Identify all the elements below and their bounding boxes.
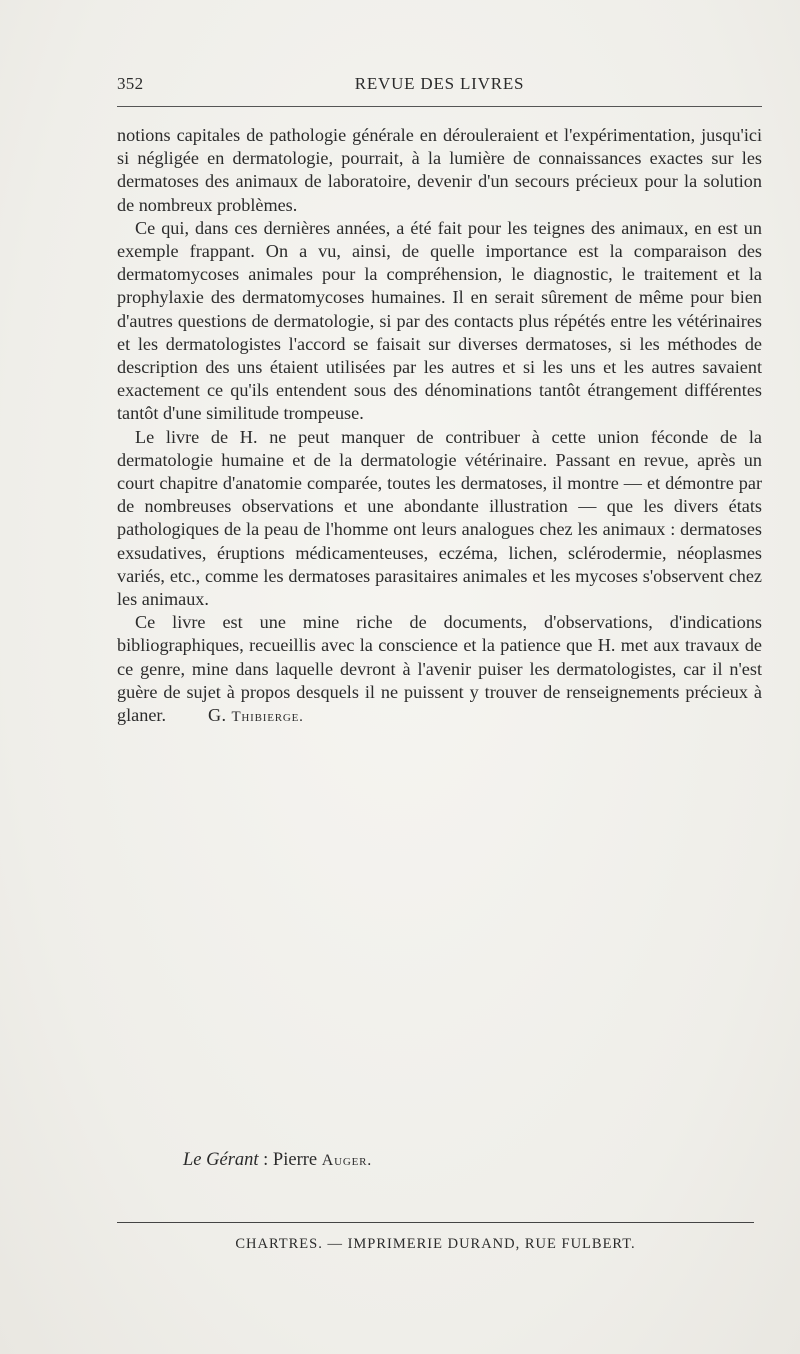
page-number: 352 (117, 74, 144, 93)
gerant-label: Le Gérant (183, 1150, 259, 1170)
paragraph-4-text: Ce livre est une mine riche de documents, d'observations, d'indications bibliographiques, recueillis avec la conscience et la patience que H. met aux travaux de ce genre, mine dans laquelle devront à l'avenir puiser les dermatologistes, car il n'est guère de sujet à propos desquels il ne puissent y trouver de renseignements précieux à glaner. (117, 612, 762, 726)
gerant-separator: : Pierre (258, 1150, 322, 1170)
signature-name: Thibierge. (231, 709, 304, 726)
running-title: REVUE DES LIVRES (354, 74, 525, 93)
review-body (117, 124, 762, 729)
printer-imprint: CHARTRES. — IMPRIMERIE DURAND, RUE FULBERT. (235, 1236, 636, 1252)
paragraph-4 (117, 611, 762, 729)
gerant-name: Auger. (321, 1152, 373, 1169)
paragraph-3: Le livre de H. ne peut manquer de contribuer à cette union féconde de la dermatologie humaine et de la dermatologie vétérinaire. Passant en revue, après un court chapitre d'anatomie comparée, toutes les dermatoses, il montre — et démontre par de nombreuses observations et une abondante illustration — que les divers états pathologiques de la peau de l'homme ont leurs analogues chez les animaux : dermatoses exsudatives, éruptions médicamenteuses, eczéma, lichen, sclérodermie, néoplasmes variés, etc., comme les dermatoses parasitaires animales et les mycoses s'observent chez les animaux. (117, 426, 762, 610)
signature-initial: G. (208, 705, 227, 726)
footer-rule (117, 1222, 754, 1223)
paragraph-2: Ce qui, dans ces dernières années, a été fait pour les teignes des animaux, en est un exemple frappant. On a vu, ainsi, de quelle importance est la comparaison des dermatomycoses animales pour la compréhension, le diagnostic, le traitement et la prophylaxie des dermatomycoses humaines. Il en serait sûrement de même pour bien d'autres questions de dermatologie, si par des contacts plus répétés entre les vétérinaires et les dermatologistes l'accord se faisait sur diverses dermatoses, si les méthodes de description des uns étaient utilisées par les autres et si les uns et les autres savaient exactement ce qu'ils entendent sous des dénominations tantôt étrangement différentes tantôt d'une similitude trompeuse. (117, 217, 762, 424)
header-rule (117, 106, 762, 107)
paragraph-1: notions capitales de pathologie générale en dérouleraient et l'expérimentation, jusqu'ici si négligée en dermatologie, pourrait, à la lumière de connaissances exactes sur les dermatoses des animaux de laboratoire, devenir d'un secours précieux pour la solution de nombreux problèmes. (117, 125, 762, 215)
running-header (117, 70, 762, 96)
gerant-line (183, 1150, 372, 1171)
author-signature (208, 705, 304, 725)
